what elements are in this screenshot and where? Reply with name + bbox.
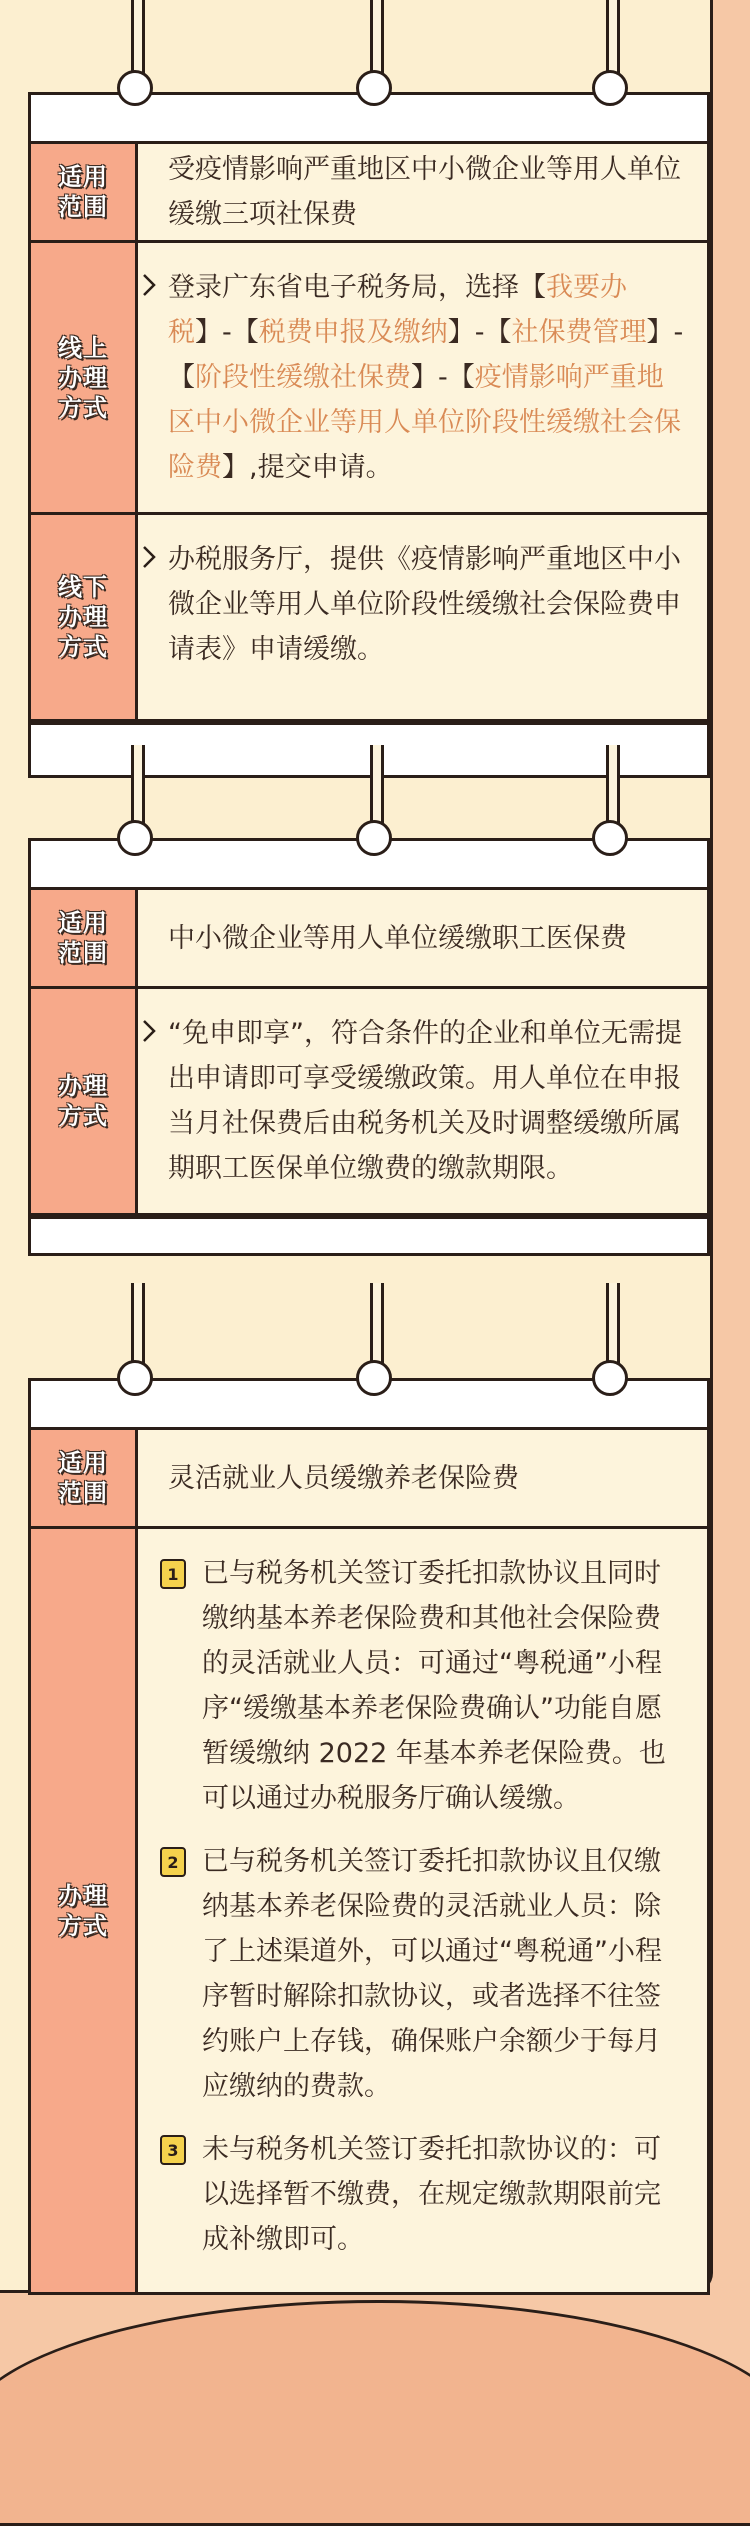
- method-text: “免申即享”，符合条件的企业和单位无需提出申请即可享受缓缴政策。用人单位在申报当月社保费后由税务机关及时调整缓缴所属期职工医保单位缴费的缴款期限。: [168, 1018, 682, 1184]
- online-method-text: [168, 272, 683, 483]
- row-content: [138, 1430, 707, 1526]
- method-row: [31, 1529, 707, 2292]
- binder-rod: [131, 0, 145, 80]
- offline-method-text: 办税服务厅，提供《疫情影响严重地区中小微企业等用人单位阶段性缓缴社会保险费申请表》申请缓缴。: [168, 544, 681, 665]
- online-row: [31, 243, 707, 515]
- highlight-menu-path: 税费申报及缴纳: [258, 317, 448, 348]
- binder-ring: [117, 820, 153, 856]
- highlight-menu-path: 我要办税: [168, 272, 627, 348]
- row-label: [31, 144, 138, 240]
- label-text: 办理 方式: [58, 1072, 108, 1130]
- list-item: [160, 1839, 685, 2109]
- text-segment: 】-【: [195, 317, 259, 348]
- policy-card-2: [28, 838, 710, 1256]
- binder-rod: [370, 0, 384, 80]
- row-label: [31, 890, 138, 986]
- policy-card-3: [28, 1378, 710, 2295]
- label-text: 办理 方式: [58, 1881, 108, 1940]
- binder-ring: [592, 1360, 628, 1396]
- binder-ring: [117, 1360, 153, 1396]
- binder-ring: [356, 70, 392, 106]
- list-item: [160, 1551, 685, 1821]
- binder-ring: [117, 70, 153, 106]
- text-segment: 】-【: [168, 317, 684, 393]
- policy-card-1: [28, 92, 710, 778]
- label-text: 线下 办理 方式: [58, 573, 108, 661]
- row-label: [31, 989, 138, 1213]
- card-footer: [31, 1216, 707, 1253]
- row-label: [31, 1529, 138, 2292]
- label-text: 适用 范围: [58, 163, 108, 221]
- label-text: 适用 范围: [58, 1449, 108, 1507]
- method-row: [31, 989, 707, 1216]
- highlight-menu-path: 疫情影响严重地区中小微企业等用人单位阶段性缓缴社会保险费: [168, 362, 681, 483]
- arrow-icon: [142, 273, 156, 297]
- number-badge: 2: [160, 1847, 186, 1877]
- binder-ring: [592, 70, 628, 106]
- label-text: 线上 办理 方式: [58, 333, 108, 422]
- arrow-icon: [142, 1019, 156, 1043]
- list-item-text: 已与税务机关签订委托扣款协议且同时缴纳基本养老保险费和其他社会保险费的灵活就业人员：可通过“粤税通”小程序“缓缴基本养老保险费确认”功能自愿暂缓缴纳 2022 年基本养老保险费。也可以通过办税服务厅确认缓缴。: [202, 1558, 666, 1814]
- scope-row: [31, 1430, 707, 1529]
- row-label: [31, 243, 138, 512]
- scope-text: 灵活就业人员缓缴养老保险费: [168, 1462, 519, 1494]
- list-item: [160, 2127, 685, 2262]
- binder-rod: [606, 0, 620, 80]
- text-segment: 】-【: [411, 362, 475, 393]
- highlight-menu-path: 社保费管理: [511, 317, 647, 348]
- arrow-icon: [142, 545, 156, 569]
- number-badge: 1: [160, 1559, 186, 1589]
- binder-ring: [592, 820, 628, 856]
- scope-row: [31, 890, 707, 989]
- row-label: [31, 515, 138, 719]
- list-item-text: 未与税务机关签订委托扣款协议的：可以选择暂不缴费，在规定缴款期限前完成补缴即可。: [202, 2134, 661, 2255]
- number-badge: 3: [160, 2135, 186, 2165]
- row-content: [138, 243, 707, 512]
- highlight-menu-path: 阶段性缓缴社保费: [195, 362, 411, 393]
- text-segment: 】-【: [447, 317, 512, 348]
- row-label: [31, 1430, 138, 1526]
- row-content: [138, 515, 707, 719]
- binder-ring: [356, 1360, 392, 1396]
- bottom-decoration: [0, 2300, 750, 2526]
- scope-row: [31, 144, 707, 243]
- scope-text: 受疫情影响严重地区中小微企业等用人单位缓缴三项社保费: [168, 154, 681, 230]
- row-content: [138, 890, 707, 986]
- text-segment: 登录广东省电子税务局，选择【: [168, 272, 546, 303]
- binder-ring: [356, 820, 392, 856]
- offline-row: [31, 515, 707, 722]
- label-text: 适用 范围: [58, 909, 108, 967]
- text-segment: 】,提交申请。: [222, 452, 393, 483]
- row-content: [138, 989, 707, 1213]
- row-content: [138, 1529, 707, 2292]
- row-content: [138, 144, 707, 240]
- scope-text: 中小微企业等用人单位缓缴职工医保费: [168, 922, 627, 954]
- list-item-text: 已与税务机关签订委托扣款协议且仅缴纳基本养老保险费的灵活就业人员：除了上述渠道外，可以通过“粤税通”小程序暂时解除扣款协议，或者选择不往签约账户上存钱，确保账户余额少于每月应缴纳的费款。: [202, 1846, 662, 2102]
